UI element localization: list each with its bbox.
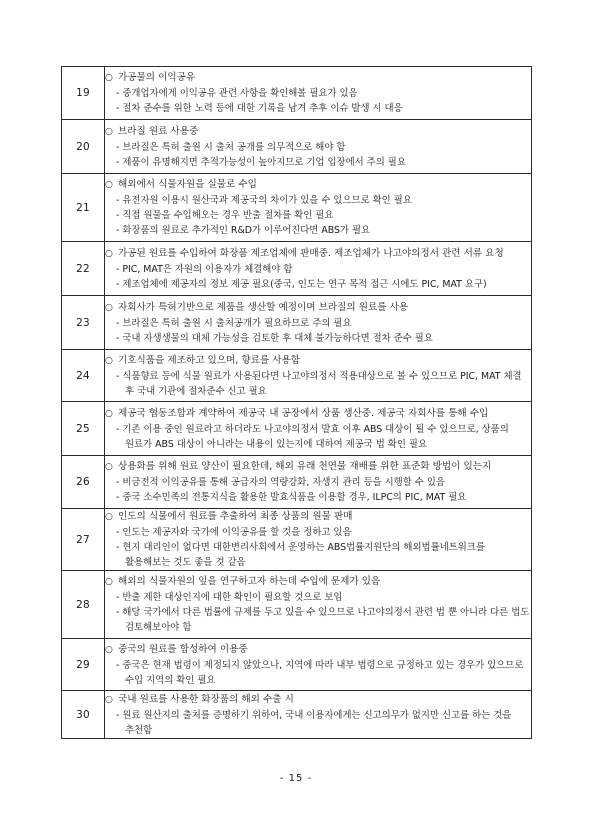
dash-marker-icon: - [116,527,120,538]
case-heading [105,459,531,475]
circle-marker-icon: ○ [105,462,113,472]
case-heading [105,406,531,422]
dash-marker-icon: - [116,88,120,99]
case-content [105,296,532,350]
case-heading-text: 국내 원료를 사용한 화장품의 해외 수출 시 [118,693,294,705]
case-bullet [105,208,531,223]
dash-marker-icon: - [116,592,120,603]
case-heading-text: 브라질 원료 사용중 [118,125,199,137]
case-row [62,350,532,402]
circle-marker-icon: ○ [105,126,113,137]
case-content [105,691,532,739]
case-content [105,456,532,509]
dash-marker-icon: - [116,141,120,153]
case-heading-text: 기호식품을 제조하고 있으며, 향료를 사용함 [118,354,301,366]
case-heading [105,246,531,262]
case-bullet-text: 유전자원 이용시 원산국과 제공국의 차이가 있을 수 있으므로 확인 필요 [122,195,412,206]
case-number: 19 [62,67,105,120]
dash-marker-icon: - [116,278,120,290]
case-number: 21 [62,174,105,242]
dash-marker-icon: - [116,225,120,236]
circle-marker-icon: ○ [105,644,113,655]
case-heading [105,353,531,369]
case-row [62,67,532,120]
case-content [105,402,532,456]
circle-marker-icon: ○ [105,73,113,83]
case-bullet-text: 국내 자생생물의 대체 가능성을 검토한 후 대체 불가능하다면 절차 준수 필요 [122,332,433,344]
case-number: 20 [62,120,105,174]
case-bullet [105,262,531,277]
case-number: 25 [62,402,105,456]
case-number: 30 [62,691,105,739]
case-content [105,67,532,120]
case-number: 26 [62,456,105,509]
case-bullet [105,277,531,292]
case-bullet [105,708,531,738]
case-bullet [105,658,531,688]
dash-marker-icon: - [116,542,120,553]
case-bullet-text: PIC, MAT은 자원의 이용자가 체결해야 함 [122,263,293,275]
case-bullet-text: 현지 대리인이 없다면 대한변리사회에서 운영하는 ABS법률지원단의 해외법률네트워크를 활용해보는 것도 좋을 것 같음 [122,542,485,568]
case-bullet-text: 직접 원물을 수입해오는 경우 반출 절차를 확인 필요 [122,210,334,221]
circle-marker-icon: ○ [105,355,113,366]
dash-marker-icon: - [116,103,120,114]
case-content [105,571,532,639]
circle-marker-icon: ○ [105,302,113,313]
case-bullet [105,590,531,605]
case-row [62,571,532,639]
case-row [62,296,532,350]
case-bullet [105,540,531,570]
circle-marker-icon: ○ [105,512,113,522]
case-bullet-text: 해당 국가에서 다른 법률에 규제를 두고 있을 수 있으므로 나고야의정서 관련 법 뿐 아니라 다른 법도 검토해보아야 함 [122,607,530,633]
case-bullet [105,316,531,331]
case-row [62,402,532,456]
case-table [61,66,532,739]
case-number: 23 [62,296,105,350]
case-heading-text: 해외에서 식물자원을 실물로 수입 [118,179,257,190]
circle-marker-icon: ○ [105,694,113,705]
dash-marker-icon: - [116,709,120,721]
dash-marker-icon: - [116,332,120,344]
dash-marker-icon: - [116,210,120,221]
case-heading-text: 중국의 원료를 합성하여 이용중 [118,643,248,655]
page-number: - 15 - [279,773,313,784]
case-heading-text: 제공국 협동조합과 계약하여 제공국 내 공장에서 상품 생산중. 제공국 자회사를 통해 수입 [118,407,489,419]
case-heading [105,692,531,708]
case-content [105,242,532,296]
case-heading-text: 인도의 식물에서 원료를 추출하여 최종 상품의 원물 판매 [118,511,353,522]
case-bullet [105,475,531,490]
circle-marker-icon: ○ [105,577,113,587]
dash-marker-icon: - [116,370,120,382]
case-bullet-text: 화장품의 원료로 추가적인 R&D가 이루어진다면 ABS가 필요 [122,225,371,236]
case-heading [105,124,531,140]
dash-marker-icon: - [116,263,120,275]
case-row [62,120,532,174]
case-bullet-text: 중개업자에게 이익공유 관련 사항을 확인해볼 필요가 있음 [122,88,358,99]
case-heading [105,642,531,658]
circle-marker-icon: ○ [105,408,113,419]
case-row [62,174,532,242]
case-content [105,174,532,242]
case-bullet-text: 브라질은 특허 출원 시 출처 공개를 의무적으로 해야 함 [122,141,346,153]
case-bullet [105,525,531,540]
case-heading-text: 해외의 식물자원의 잎을 연구하고자 하는데 수입에 문제가 있음 [118,576,381,587]
case-heading-text: 가공물의 이익공유 [118,72,196,83]
circle-marker-icon: ○ [105,180,113,190]
case-content [105,639,532,691]
case-heading [105,70,531,86]
case-heading [105,509,531,525]
case-bullet [105,193,531,208]
case-row [62,509,532,571]
case-bullet-text: 식품향료 등에 식물 원료가 사용된다면 나고야의정서 적용대상으로 볼 수 있으므로 PIC, MAT 체결 후 국내 기관에 절차준수 신고 필요 [122,370,522,397]
dash-marker-icon: - [116,195,120,206]
dash-marker-icon: - [116,423,120,435]
case-row [62,242,532,296]
case-number: 27 [62,509,105,571]
case-heading [105,574,531,590]
case-bullet-text: 절차 준수를 위한 노력 등에 대한 기록을 남겨 추후 이슈 발생 시 대응 [122,103,403,114]
case-number: 22 [62,242,105,296]
case-bullet [105,422,531,452]
dash-marker-icon: - [116,156,120,168]
dash-marker-icon: - [116,477,120,488]
case-bullet-text: 제조업체에 제공자의 정보 제공 필요(중국, 인도는 연구 목적 접근 시에도 PIC, MAT 요구) [122,278,487,290]
case-bullet [105,223,531,238]
case-bullet [105,331,531,346]
case-row [62,691,532,739]
case-bullet [105,605,531,635]
case-content [105,350,532,402]
case-content [105,120,532,174]
case-bullet [105,140,531,155]
case-bullet-text: 중국 소수민족의 전통지식을 활용한 발효식품을 이용할 경우, ILPC의 PIC, MAT 필요 [122,492,467,503]
case-table-body [62,67,532,739]
case-bullet [105,155,531,170]
case-heading [105,177,531,193]
case-bullet-text: 비금전적 이익공유를 통해 공급자의 역량강화, 자생지 관리 등을 시행할 수 있음 [122,477,445,488]
case-bullet [105,86,531,101]
case-number: 24 [62,350,105,402]
case-heading-text: 상용화를 위해 원료 양산이 필요한데, 해외 유래 천연물 재배를 위한 표준화 방법이 있는지 [118,461,492,472]
case-heading-text: 자회사가 특허기반으로 제품을 생산할 예정이며 브라질의 원료를 사용 [118,301,409,313]
case-bullet-text: 반출 제한 대상인지에 대한 확인이 필요할 것으로 보임 [122,592,343,603]
circle-marker-icon: ○ [105,248,113,259]
case-bullet-text: 중국은 현재 법령이 제정되지 않았으나, 지역에 따라 내부 법령으로 규정하고 있는 경우가 있으므로 수입 지역의 확인 필요 [122,659,524,686]
case-bullet-text: 기존 이용 중인 원료라고 하더라도 나고야의정서 발효 이후 ABS 대상이 될 수 있으므로, 상품의 원료가 ABS 대상이 아니라는 내용이 있는지에 대하여 제공국 법 확인 필요 [122,423,509,450]
case-bullet-text: 제품이 유명해지면 추적가능성이 높아지므로 기업 입장에서 주의 필요 [122,156,406,168]
case-bullet [105,490,531,505]
case-bullet [105,101,531,116]
dash-marker-icon: - [116,317,120,329]
case-content [105,509,532,571]
case-row [62,456,532,509]
case-number: 28 [62,571,105,639]
case-bullet-text: 원료 원산지의 출처를 증명하기 위하여, 국내 이용자에게는 신고의무가 없지만 신고를 하는 것을 추천함 [122,709,512,736]
case-bullet-text: 인도는 제공자와 국가에 이익공유를 할 것을 정하고 있음 [122,527,352,538]
case-bullet-text: 브라질은 특허 출원 시 출처공개가 필요하므로 주의 필요 [122,317,352,329]
case-heading [105,300,531,316]
case-bullet [105,369,531,399]
case-number: 29 [62,639,105,691]
dash-marker-icon: - [116,659,120,671]
case-row [62,639,532,691]
dash-marker-icon: - [116,492,120,503]
dash-marker-icon: - [116,607,120,618]
case-heading-text: 가공된 원료를 수입하여 화장품 제조업체에 판매중. 제조업체가 나고야의정서 관련 서류 요청 [118,247,504,259]
